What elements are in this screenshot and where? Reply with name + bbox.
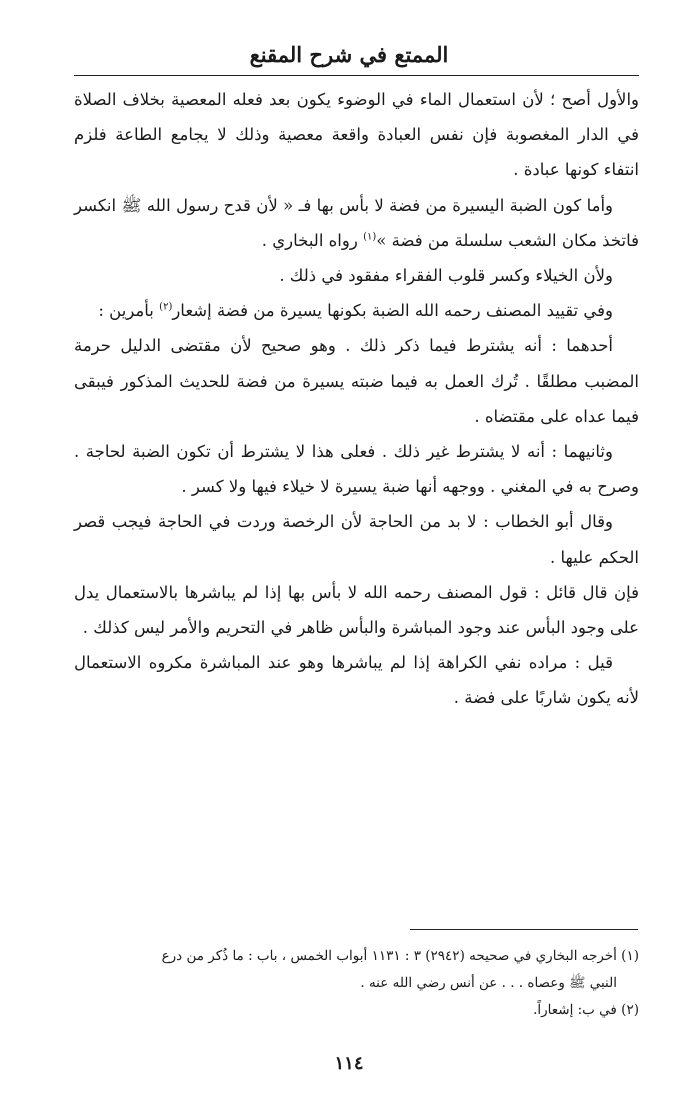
footnote-ref-2[interactable]: (٢) [159,301,173,313]
footnote-divider [410,929,638,930]
page-number: ١١٤ [334,1053,364,1074]
footnotes [74,943,639,1024]
paragraph-8: فإن قال قائل : قول المصنف رحمه الله لا بأس بها إذا لم يباشرها بالاستعمال يدل على وجود البأس عند وجود المباشرة والبأس ظاهر في التحريم والأمر ليس كذلك . [74,582,639,638]
paragraph-5: أحدهما : أنه يشترط فيما ذكر ذلك . وهو صحيح لأن مقتضى الدليل حرمة المضبب مطلقًا . تُرك العمل به فيما ضبته يسيرة من فضة للحديث المذكور فيبقى فيما عداه على مقتضاه . [74,336,639,426]
paragraph-7: وقال أبو الخطاب : لا بد من الحاجة لأن الرخصة وردت في الحاجة فيجب قصر الحكم عليها . [74,512,639,567]
paragraph-9: قيل : مراده نفي الكراهة إذا لم يباشرها وهو عند المباشرة مكروه الاستعمال لأنه يكون شاربًا على فضة . [74,653,639,708]
footnote-1-continuation: النبي ﷺ وعصاه . . . عن أنس رضي الله عنه . [360,975,617,991]
footnote-2: (٢) في ب: إشعاراً. [533,1002,639,1018]
paragraph-2: وأما كون الضبة اليسيرة من فضة لا بأس بها فـ « لأن قدح رسول الله ﷺ انكسر فاتخذ مكان الشعب سلسلة من فضة »$^{(١)}$ رواه البخاري . [74,195,639,250]
header-divider [74,75,639,76]
footnote-1: (١) أخرجه البخاري في صحيحه (٢٩٤٢) ٣ : ١١٣١ أبواب الخمس ، باب : ما ذُكر من درع [161,948,639,964]
main-text [74,82,639,716]
page-title: الممتع في شرح المقنع [249,42,449,67]
paragraph-4: وفي تقييد المصنف رحمه الله الضبة بكونها يسيرة من فضة إشعار$^{(٢)}$ بأمرين : [98,301,613,321]
footnote-ref-1[interactable]: (١) [363,231,377,243]
paragraph-1: والأول أصح ؛ لأن استعمال الماء في الوضوء يكون بعد فعله المعصية بخلاف الصلاة في الدار المغصوبة فإن نفس العبادة واقعة معصية وذلك لا يجامع الطاعة فلزم انتفاء كونها عبادة . [74,90,639,180]
paragraph-3: ولأن الخيلاء وكسر قلوب الفقراء مفقود في ذلك . [279,266,613,286]
paragraph-6: وثانيهما : أنه لا يشترط غير ذلك . فعلى هذا لا يشترط أن تكون الضبة لحاجة . وصرح به في المغني . ووجهه أنها ضبة يسيرة لا خيلاء فيها ولا كسر . [74,442,639,497]
